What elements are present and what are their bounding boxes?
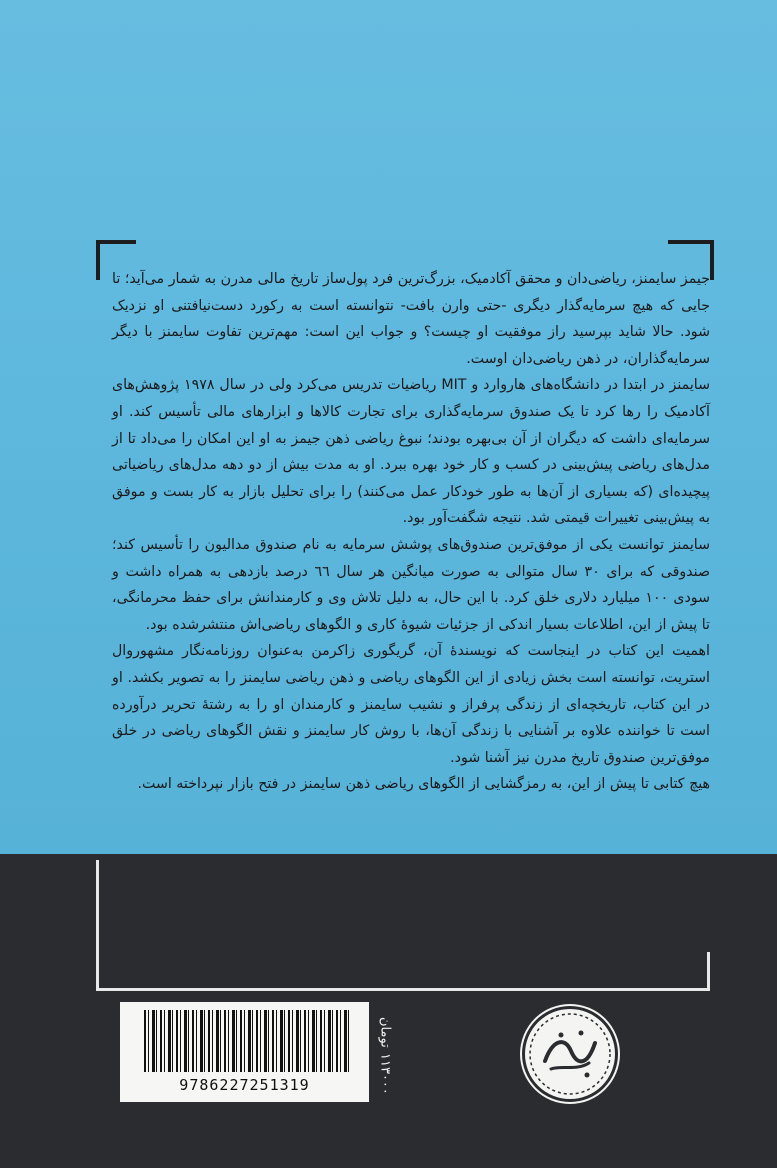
- blurb-paragraph-5: هیچ کتابی تا پیش از این، به رمزگشایی از الگوهای ریاضی ذهن سایمنز در فتح بازار نپرداخته است.: [137, 776, 710, 793]
- frame-corner-top-right: [668, 240, 714, 244]
- frame-bottom-right-vertical: [707, 952, 710, 990]
- isbn-barcode: [120, 1002, 369, 1102]
- frame-bottom-left-vertical: [96, 860, 99, 990]
- price-unit: تومان: [377, 1016, 393, 1048]
- blurb-paragraph-1: جیمز سایمنز، ریاضی‌دان و محقق آکادمیک، بزرگ‌ترین فرد پول‌ساز تاریخ مالی مدرن به شمار می‌آید؛ تا جایی که هیچ سرمایه‌گذار دیگری -حتی وارن بافت- نتوانسته است به رکورد دست‌نیافتنی او نزدیک شود. حالا شاید بپرسید راز موفقیت او چیست؟ و جواب این است: مهم‌ترین تفاوت سایمنز با دیگر سرمایه‌گذاران، در ذهن ریاضی‌دان اوست.: [112, 271, 710, 367]
- frame-bottom-line: [96, 988, 710, 991]
- blurb-paragraph-3: سایمنز توانست یکی از موفق‌ترین صندوق‌های پوشش سرمایه به نام صندوق مدالیون را تأسیس کند؛ صندوقی که برای ۳۰ سال متوالی به صورت میانگین هر سال ٦٦ درصد بازدهی به همراه داشت و سودی ۱۰۰ میلیارد دلاری خلق کرد. با این حال، به دلیل تلاش وی و کارمندانش برای حفظ محرمانگی، تا پیش از این، اطلاعات بسیار اندکی از جزئیات شیوهٔ کاری و الگوهای ریاضی‌اش منتشرشده بود.: [112, 536, 711, 633]
- blurb-paragraph-4: اهمیت این کتاب در اینجاست که نویسندهٔ آن، گریگوری زاکرمن به‌عنوان روزنامه‌نگار مشهوروال استریت، توانسته است بخش زیادی از این الگوهای ریاضی و ذهن ریاضی سایمنز را به تصویر بکشد. او در این کتاب، تاریخچه‌ای از زندگی پرفراز و نشیب سایمنز و کارمندان او را به رشتهٔ تحریر درآورده است تا خواننده علاوه بر آشنایی با زندگی آن‌ها، با روش کار سایمنز و نقش الگوهای ریاضی در خلق موفق‌ترین صندوق تاریخ مدرن نیز آشنا شود.: [112, 643, 710, 766]
- publisher-seal-icon: [525, 1009, 615, 1099]
- frame-corner-top-right-vertical: [710, 240, 714, 280]
- isbn-number: 9786227251319: [179, 1076, 310, 1094]
- price-amount: ۱۱۳۰۰۰: [377, 1053, 393, 1096]
- blurb-paragraph-2: سایمنز در ابتدا در دانشگاه‌های هاروارد و MIT ریاضیات تدریس می‌کرد ولی در سال ۱۹۷۸ پژوهش‌های آکادمیک را رها کرد تا یک صندوق سرمایه‌گذاری برای تجارت کالاها و ابزارهای مالی تأسیس کند. او سرمایه‌ای داشت که دیگران از آن بی‌بهره بودند؛ نبوغ ریاضی ذهن جیمز به او این امکان را می‌داد تا از مدل‌های ریاضی پیش‌بینی در کسب و کار خود بهره ببرد. او به مدت بیش از دو دهه مدل‌های ریاضیاتی پیچیده‌ای (که بسیاری از آن‌ها به طور خودکار عمل می‌کنند) را برای تحلیل بازار به کار بست و موفق به پیش‌بینی تغییرات قیمتی شد. نتیجه شگفت‌آور بود.: [112, 377, 711, 527]
- barcode-bars: [144, 1010, 350, 1072]
- price-label: [372, 998, 398, 1114]
- publisher-logo-icon: [522, 1006, 618, 1102]
- frame-corner-top-left: [96, 240, 136, 244]
- frame-corner-top-left-vertical: [96, 240, 100, 280]
- blurb-text: [112, 266, 710, 798]
